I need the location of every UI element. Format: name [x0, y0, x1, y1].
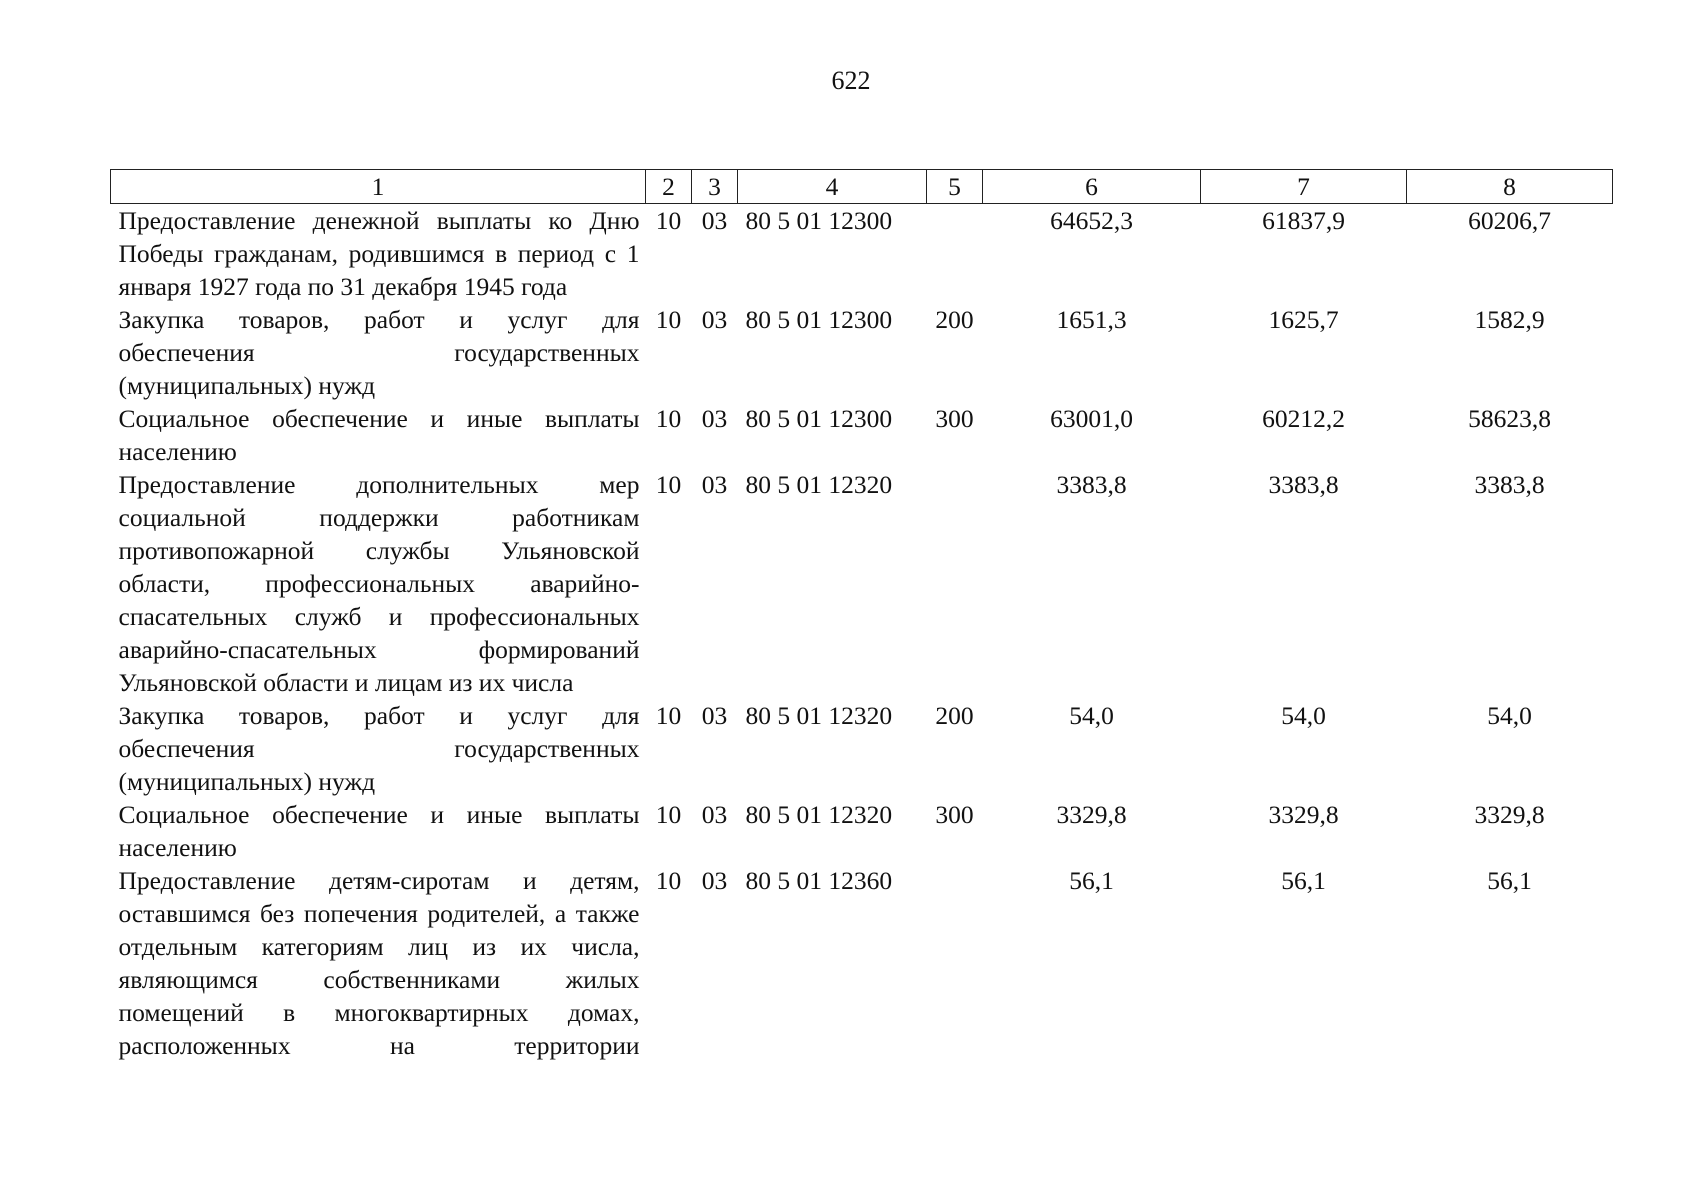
row-value-6: 3383,8 [1056, 470, 1127, 499]
row-type: 300 [935, 404, 974, 433]
row-name: Закупка товаров, работ и услуг для обеспечения государственных (муниципальных) нужд [118, 305, 640, 400]
row-type [927, 864, 983, 1062]
table-body [111, 204, 1613, 1063]
column-header: 8 [1407, 170, 1613, 204]
row-section: 10 [655, 701, 682, 730]
row-target: 80 5 01 12320 [745, 800, 893, 829]
table-row [111, 798, 1613, 864]
row-value-6: 54,0 [1069, 701, 1114, 730]
row-subsection: 03 [701, 470, 728, 499]
row-section: 10 [655, 206, 682, 235]
page-number: 622 [831, 66, 871, 95]
row-value-6: 56,1 [1069, 866, 1114, 895]
row-subsection: 03 [701, 206, 728, 235]
row-value-8: 60206,7 [1468, 206, 1551, 235]
row-name: Предоставление денежной выплаты ко Дню Победы гражданам, родившимся в период с 1 января 1927 года по 31 декабря 1945 года [118, 206, 640, 301]
column-header: 1 [111, 170, 646, 204]
column-header: 7 [1201, 170, 1407, 204]
row-section: 10 [655, 470, 682, 499]
table-row [111, 402, 1613, 468]
row-value-7: 61837,9 [1262, 206, 1345, 235]
row-type [927, 204, 983, 304]
table-row [111, 864, 1613, 1062]
row-target: 80 5 01 12300 [745, 305, 893, 334]
row-section: 10 [655, 800, 682, 829]
row-name: Предоставление детям-сиротам и детям, оставшимся без попечения родителей, а также отдельным категориям лиц из их числа, являющимся собственниками жилых помещений в многоквартирных домах, расположенных на территории [118, 866, 640, 1060]
column-header: 3 [692, 170, 738, 204]
row-subsection: 03 [701, 701, 728, 730]
table-row [111, 204, 1613, 304]
row-name: Предоставление дополнительных мер социальной поддержки работникам противопожарной службы Ульяновской области, профессиональных аварийно-спасательных служб и профессиональных аварийно-спасательных формирований Ульяновской области и лицам из их числа [118, 470, 640, 697]
row-subsection: 03 [701, 404, 728, 433]
row-target: 80 5 01 12300 [745, 404, 893, 433]
column-header: 5 [927, 170, 983, 204]
row-value-7: 3383,8 [1268, 470, 1339, 499]
budget-table [110, 169, 1613, 1062]
row-name: Социальное обеспечение и иные выплаты населению [118, 800, 640, 862]
row-value-7: 3329,8 [1268, 800, 1339, 829]
row-value-7: 60212,2 [1262, 404, 1345, 433]
table-header [111, 170, 1613, 204]
row-section: 10 [655, 404, 682, 433]
header-row [111, 170, 1613, 204]
row-target: 80 5 01 12360 [745, 866, 893, 895]
row-value-7: 56,1 [1281, 866, 1326, 895]
row-subsection: 03 [701, 800, 728, 829]
row-value-7: 1625,7 [1268, 305, 1339, 334]
row-name: Закупка товаров, работ и услуг для обеспечения государственных (муниципальных) нужд [118, 701, 640, 796]
row-type: 200 [935, 305, 974, 334]
row-type: 200 [935, 701, 974, 730]
row-target: 80 5 01 12300 [745, 206, 893, 235]
row-subsection: 03 [701, 305, 728, 334]
row-value-7: 54,0 [1281, 701, 1326, 730]
row-target: 80 5 01 12320 [745, 701, 893, 730]
column-header: 6 [983, 170, 1201, 204]
row-value-8: 56,1 [1487, 866, 1532, 895]
table-row [111, 303, 1613, 402]
row-value-6: 63001,0 [1050, 404, 1133, 433]
row-value-6: 1651,3 [1056, 305, 1127, 334]
row-name: Социальное обеспечение и иные выплаты населению [118, 404, 640, 466]
row-target: 80 5 01 12320 [745, 470, 893, 499]
column-header: 2 [646, 170, 692, 204]
row-type [927, 468, 983, 699]
row-value-8: 1582,9 [1474, 305, 1545, 334]
row-section: 10 [655, 305, 682, 334]
row-type: 300 [935, 800, 974, 829]
row-value-6: 64652,3 [1050, 206, 1133, 235]
row-value-8: 58623,8 [1468, 404, 1551, 433]
table-row [111, 468, 1613, 699]
row-section: 10 [655, 866, 682, 895]
row-value-8: 3383,8 [1474, 470, 1545, 499]
row-value-8: 3329,8 [1474, 800, 1545, 829]
row-value-8: 54,0 [1487, 701, 1532, 730]
row-subsection: 03 [701, 866, 728, 895]
row-value-6: 3329,8 [1056, 800, 1127, 829]
column-header: 4 [738, 170, 927, 204]
table-row [111, 699, 1613, 798]
